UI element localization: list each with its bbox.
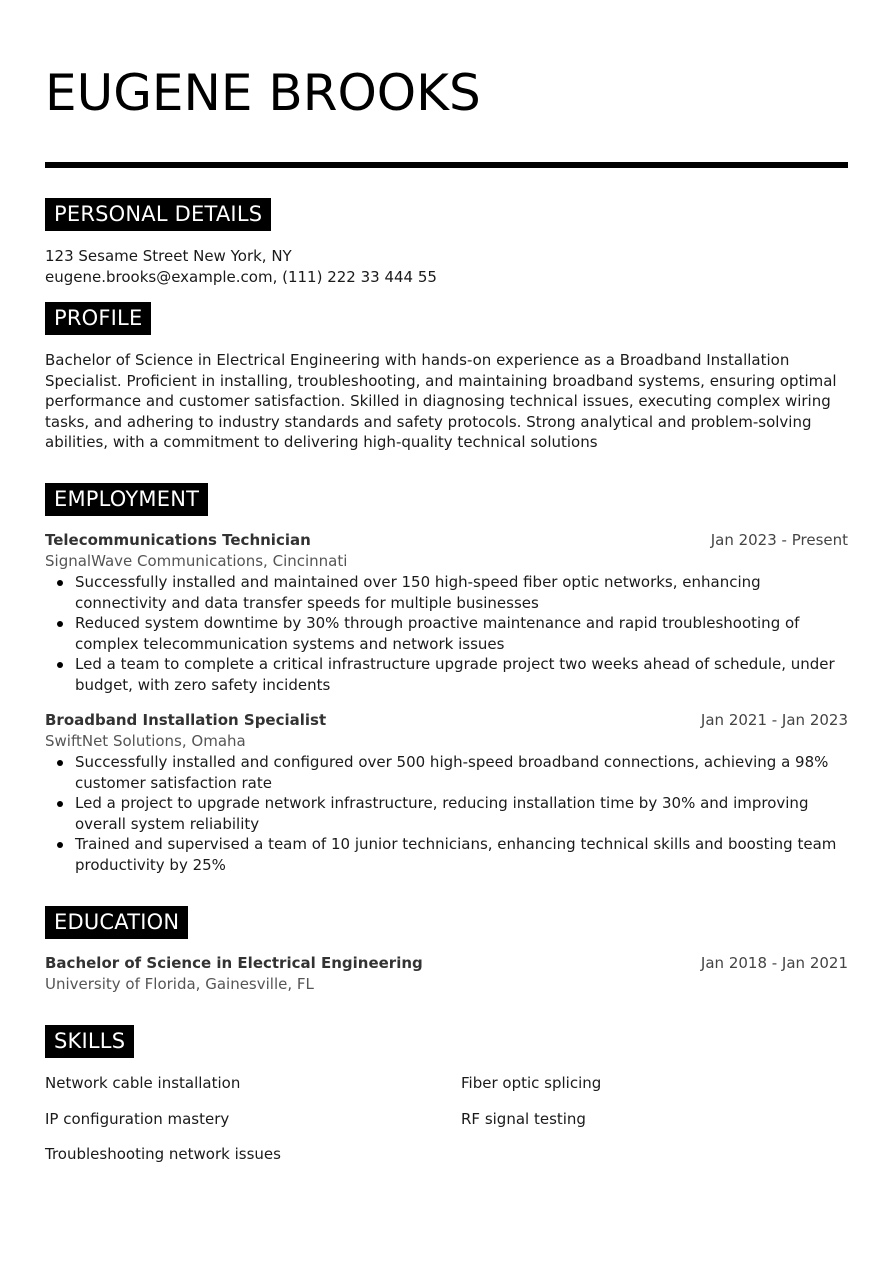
contact-info: eugene.brooks@example.com, (111) 222 33 444 55 (45, 268, 437, 286)
skill-item: Troubleshooting network issues (45, 1145, 281, 1163)
skill-item: IP configuration mastery (45, 1110, 230, 1128)
job-bullets (45, 752, 848, 876)
list-item: Reduced system downtime by 30% through proactive maintenance and rapid troubleshooting of complex telecommunication systems and network issues (45, 613, 848, 654)
job-bullets (45, 572, 848, 696)
skill-item: Fiber optic splicing (461, 1074, 602, 1092)
skill-item: RF signal testing (461, 1110, 586, 1128)
job-company: SwiftNet Solutions, Omaha (45, 732, 246, 750)
job-date: Jan 2021 - Jan 2023 (700, 711, 848, 729)
list-item: Led a project to upgrade network infrastructure, reducing installation time by 30% and improving overall system reliability (45, 793, 848, 834)
job-title: Telecommunications Technician (45, 531, 311, 549)
school: University of Florida, Gainesville, FL (45, 975, 314, 993)
section-title-skills: SKILLS (45, 1025, 134, 1058)
section-title-profile: PROFILE (45, 302, 151, 335)
skill-item: Network cable installation (45, 1074, 241, 1092)
list-item: Successfully installed and maintained over 150 high-speed fiber optic networks, enhancing connectivity and data transfer speeds for multiple businesses (45, 572, 848, 613)
job-header (45, 531, 848, 552)
list-item: Successfully installed and configured over 500 high-speed broadband connections, achieving a 98% customer satisfaction rate (45, 752, 848, 793)
degree: Bachelor of Science in Electrical Engineering (45, 954, 423, 972)
education-header (45, 954, 848, 975)
job-header (45, 711, 848, 732)
section-title-education: EDUCATION (45, 906, 188, 939)
section-title-employment: EMPLOYMENT (45, 483, 208, 516)
job-title: Broadband Installation Specialist (45, 711, 327, 729)
list-item: Led a team to complete a critical infrastructure upgrade project two weeks ahead of schedule, under budget, with zero safety incidents (45, 654, 848, 695)
section-title-personal-details: PERSONAL DETAILS (45, 198, 271, 231)
job-date: Jan 2023 - Present (710, 531, 848, 549)
list-item: Trained and supervised a team of 10 junior technicians, enhancing technical skills and boosting team productivity by 25% (45, 834, 848, 875)
resume-name: EUGENE BROOKS (45, 64, 481, 122)
job-company: SignalWave Communications, Cincinnati (45, 552, 348, 570)
header-divider (45, 162, 848, 168)
address: 123 Sesame Street New York, NY (45, 247, 292, 265)
education-date: Jan 2018 - Jan 2021 (700, 954, 848, 972)
profile-text: Bachelor of Science in Electrical Engineering with hands-on experience as a Broadband Installation Specialist. Proficient in installing, troubleshooting, and maintaining broadband systems, ensuring optimal performance and customer satisfaction. Skilled in diagnosing technical issues, executing complex wiring tasks, and adhering to industry standards and safety protocols. Strong analytical and problem-solving abilities, with a commitment to delivering high-quality technical solutions (45, 351, 837, 452)
